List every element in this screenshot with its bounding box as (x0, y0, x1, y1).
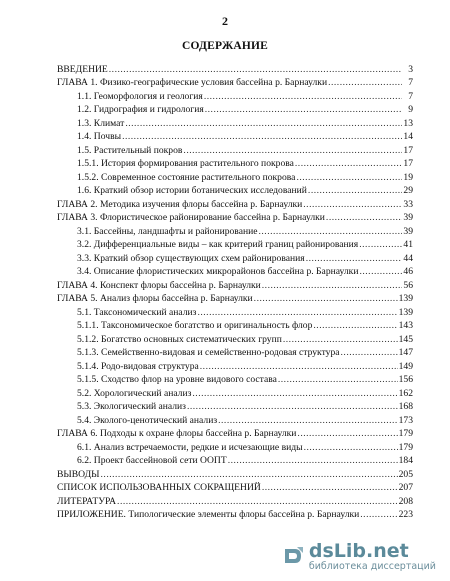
toc-entry (57, 481, 413, 495)
toc-entry (57, 143, 413, 157)
watermark-brand: dsLib.net (308, 539, 409, 562)
toc-entry-page: 168 (398, 401, 413, 412)
toc-entry-page: 19 (403, 171, 413, 183)
toc-entry-page: 17 (403, 158, 413, 169)
toc-entry (57, 400, 413, 414)
toc-leader-dots (200, 361, 398, 373)
toc-entry-title: 3.4. Описание флористических микрорайонов бассейна р. Барнаулки (77, 266, 359, 277)
toc-leader-dots (306, 253, 402, 265)
page-number: 2 (222, 14, 228, 28)
toc-entry-page: 9 (408, 104, 413, 115)
toc-leader-dots (117, 496, 398, 508)
toc-leader-dots (313, 320, 397, 332)
toc-entry (57, 116, 413, 130)
toc-entry-page: 149 (398, 360, 413, 372)
toc-entry-title: ГЛАВА 2. Методика изучения флоры бассейна р. Барнаулки (57, 198, 303, 210)
toc-entry-page: 143 (398, 320, 413, 331)
toc-entry-page: 208 (398, 495, 413, 507)
toc-entry-page: 139 (398, 293, 413, 304)
toc-entry (57, 427, 413, 441)
toc-entry-page: 7 (408, 77, 413, 88)
toc-entry-page: 46 (403, 266, 413, 277)
toc-entry-title: ВВЕДЕНИЕ (57, 63, 108, 75)
toc-entry (57, 386, 413, 400)
toc-leader-dots (360, 509, 397, 521)
toc-entry-title: ЛИТЕРАТУРА (57, 495, 117, 507)
toc-entry-title: 5.4. Эколого-ценотический анализ (77, 414, 218, 426)
toc-entry (57, 130, 413, 144)
toc-entry-title: 5.1.4. Родо-видовая структура (77, 360, 199, 372)
toc-entry-page: 223 (398, 509, 413, 520)
toc-entry-page: 29 (403, 185, 413, 196)
toc-entry-title: ГЛАВА 6. Подходы к охране флоры бассейна р. Барнаулки (57, 428, 297, 439)
toc-leader-dots (326, 212, 402, 224)
toc-entry (57, 76, 413, 90)
toc-entry-page: 3 (408, 63, 413, 75)
toc-entry (57, 103, 413, 117)
toc-entry-page: 162 (398, 387, 413, 399)
toc-entry-title: ПРИЛОЖЕНИЕ. Типологические элементы флоры бассейна р. Барнаулки (57, 509, 360, 520)
toc-entry-page: 39 (403, 212, 413, 223)
toc-entry (57, 494, 413, 508)
toc-entry (57, 454, 413, 468)
toc-entry (57, 467, 413, 481)
toc-entry-page: 14 (403, 131, 413, 142)
toc-entry-page: 205 (398, 468, 413, 480)
toc-entry-title: 1.2. Гидрография и гидрология (77, 104, 204, 115)
toc-leader-dots (101, 469, 398, 481)
toc-leader-dots (197, 307, 397, 319)
toc-entry-page: 39 (403, 225, 413, 237)
toc-leader-dots (183, 145, 402, 157)
toc-leader-dots (278, 374, 398, 386)
toc-entry-page: 147 (398, 347, 413, 358)
toc-entry-title: 5.1.5. Сходство флор на уровне видового состава (77, 374, 277, 385)
toc-entry-title: 5.1. Таксономический анализ (77, 306, 197, 318)
toc-entry (57, 157, 413, 171)
toc-entry-title: 3.3. Краткий обзор существующих схем районирования (77, 252, 305, 264)
toc-leader-dots (122, 131, 402, 143)
toc-entry-title: ГЛАВА 5. Анализ флоры бассейна р. Барнаулки (57, 293, 253, 304)
toc-leader-dots (359, 239, 402, 251)
toc-leader-dots (187, 401, 398, 413)
toc-entry-page: 44 (403, 252, 413, 264)
toc-entry (57, 224, 413, 238)
toc-entry-page: 7 (408, 90, 413, 102)
toc-entry (57, 170, 413, 184)
toc-entry (57, 89, 413, 103)
toc-entry (57, 319, 413, 333)
toc-leader-dots (283, 334, 398, 346)
toc-leader-dots (109, 64, 402, 76)
toc-entry (57, 184, 413, 198)
toc-leader-dots (341, 347, 398, 359)
watermark (283, 539, 436, 572)
toc-leader-dots (204, 91, 402, 103)
toc-entry-title: 5.1.1. Таксономическое богатство и оригинальность флор (77, 320, 313, 331)
toc-entry-page: 156 (398, 374, 413, 385)
toc-leader-dots (254, 293, 398, 305)
toc-leader-dots (218, 415, 397, 427)
toc-entry (57, 197, 413, 211)
toc-entry (57, 278, 413, 292)
toc-entry-page: 17 (403, 144, 413, 156)
toc-entry-page: 173 (398, 414, 413, 426)
toc-entry-page: 184 (398, 455, 413, 466)
toc-entry (57, 265, 413, 279)
toc-entry (57, 508, 413, 522)
toc-leader-dots (328, 77, 402, 89)
toc-entry-title: ВЫВОДЫ (57, 468, 100, 480)
toc-entry (57, 305, 413, 319)
table-of-contents (57, 62, 413, 521)
toc-entry-page: 13 (403, 117, 413, 129)
toc-leader-dots (304, 442, 398, 454)
toc-entry (57, 62, 413, 76)
toc-entry-title: 5.1.3. Семейственно-видовая и семейственно-родовая структура (77, 347, 340, 358)
toc-entry-title: ГЛАВА 1. Физико-географические условия бассейна р. Барнаулки (57, 77, 328, 88)
toc-leader-dots (297, 428, 397, 440)
toc-entry (57, 413, 413, 427)
toc-entry (57, 359, 413, 373)
toc-entry-title: ГЛАВА 4. Конспект флоры бассейна р. Барнаулки (57, 279, 261, 291)
toc-leader-dots (125, 118, 402, 130)
toc-entry-title: 6.1. Анализ встречаемости, редкие и исчезающие виды (77, 441, 303, 453)
toc-entry-page: 145 (398, 333, 413, 345)
toc-entry-title: 1.4. Почвы (77, 131, 122, 142)
toc-leader-dots (359, 266, 402, 278)
toc-entry-page: 139 (398, 306, 413, 318)
toc-entry-title: 3.1. Бассейны, ландшафты и районирование (77, 225, 258, 237)
toc-entry (57, 292, 413, 306)
toc-entry-title: СПИСОК ИСПОЛЬЗОВАННЫХ СОКРАЩЕНИЙ (57, 482, 261, 493)
toc-entry-title: 1.5.1. История формирования растительного покрова (77, 158, 294, 169)
toc-entry-title: 5.1.2. Богатство основных систематических групп (77, 333, 282, 345)
toc-leader-dots (303, 199, 402, 211)
toc-entry-title: 1.5. Растительный покров (77, 144, 183, 156)
toc-entry (57, 440, 413, 454)
toc-entry-title: 1.6. Краткий обзор истории ботанических исследований (77, 185, 307, 196)
toc-entry (57, 251, 413, 265)
toc-leader-dots (262, 482, 398, 494)
toc-leader-dots (228, 455, 398, 467)
toc-entry-title: 3.2. Дифференциальные виды – как критерий границ районирования (77, 239, 359, 250)
toc-entry-page: 41 (403, 239, 413, 250)
toc-entry-title: 5.3. Экологический анализ (77, 401, 186, 412)
toc-leader-dots (308, 185, 402, 197)
toc-entry-title: 1.5.2. Современное состояние растительного покрова (77, 171, 296, 183)
toc-entry-page: 56 (403, 279, 413, 291)
toc-entry-page: 179 (398, 441, 413, 453)
toc-entry (57, 373, 413, 387)
toc-entry-title: 6.2. Проект бассейновой сети ООПТ (77, 455, 227, 466)
toc-leader-dots (295, 158, 402, 170)
toc-leader-dots (259, 226, 403, 238)
toc-leader-dots (262, 280, 402, 292)
toc-leader-dots (205, 104, 402, 116)
toc-entry-title: 1.3. Климат (77, 117, 125, 129)
toc-entry (57, 346, 413, 360)
page-title: СОДЕРЖАНИЕ (181, 40, 269, 52)
toc-entry-title: ГЛАВА 3. Флористическое районирование бассейна р. Барнаулки (57, 212, 325, 223)
dslib-logo-icon (283, 545, 305, 567)
toc-entry (57, 211, 413, 225)
toc-entry-title: 1.1. Геоморфология и геология (77, 90, 203, 102)
toc-entry (57, 332, 413, 346)
toc-leader-dots (296, 172, 402, 184)
toc-entry-title: 5.2. Хорологический анализ (77, 387, 192, 399)
watermark-subtitle: библиотека диссертаций (308, 560, 436, 572)
toc-entry-page: 207 (398, 482, 413, 493)
toc-entry-page: 33 (403, 198, 413, 210)
toc-leader-dots (192, 388, 397, 400)
toc-entry-page: 179 (398, 428, 413, 439)
toc-entry (57, 238, 413, 252)
